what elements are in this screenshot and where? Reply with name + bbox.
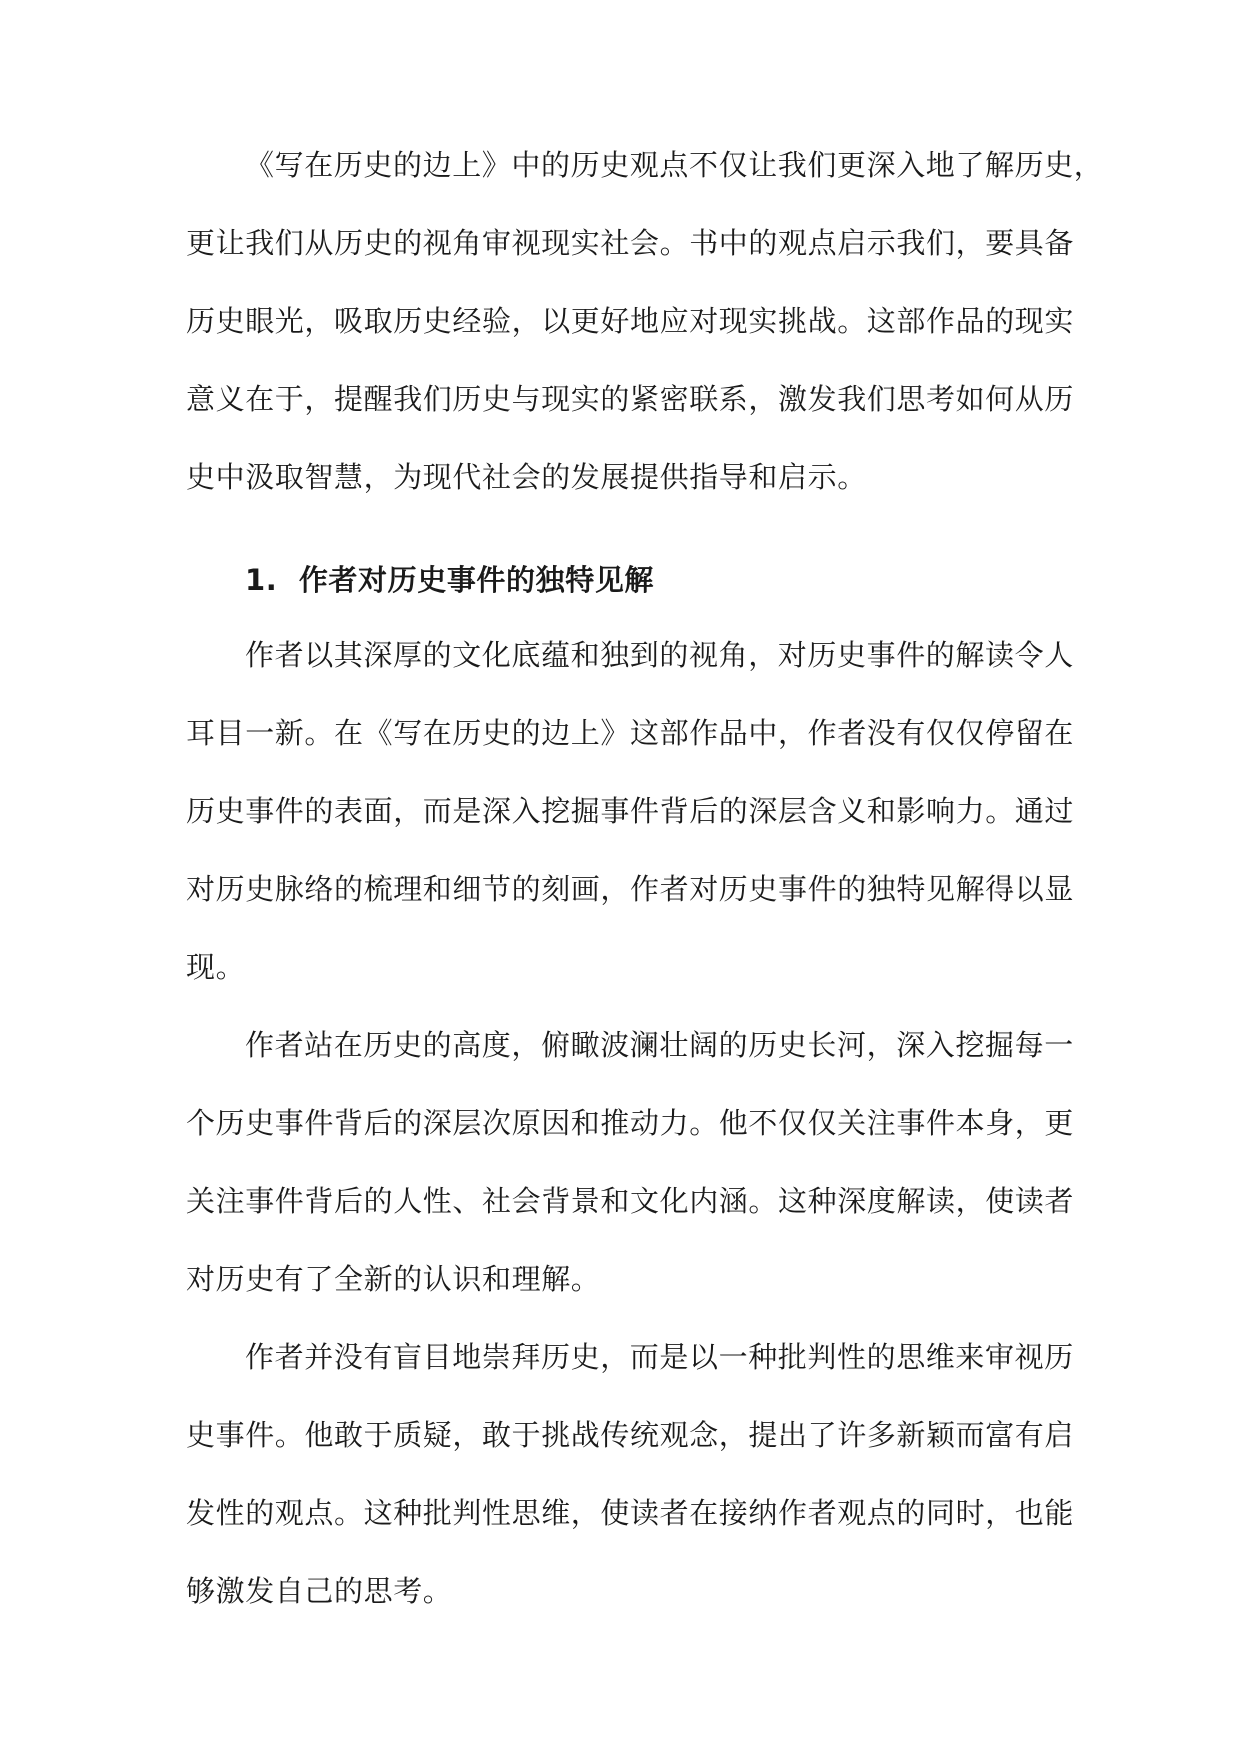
paragraph-2-line-2: 耳目一新。在《写在历史的边上》这部作品中，作者没有仅仅停留在 xyxy=(186,716,1075,750)
paragraph-1-line-2: 更让我们从历史的视角审视现实社会。书中的观点启示我们，要具备 xyxy=(186,226,1075,260)
paragraph-2-line-1: 作者以其深厚的文化底蕴和独到的视角，对历史事件的解读令人 xyxy=(245,638,1074,672)
section-heading xyxy=(245,560,654,600)
paragraph-4-line-3: 发性的观点。这种批判性思维，使读者在接纳作者观点的同时，也能 xyxy=(186,1496,1075,1530)
paragraph-1-line-5: 史中汲取智慧，为现代社会的发展提供指导和启示。 xyxy=(186,460,867,494)
paragraph-1-line-4: 意义在于，提醒我们历史与现实的紧密联系，激发我们思考如何从历 xyxy=(186,382,1075,416)
paragraph-4-line-2: 史事件。他敢于质疑，敢于挑战传统观念，提出了许多新颖而富有启 xyxy=(186,1418,1075,1452)
paragraph-2-line-5: 现。 xyxy=(186,950,246,984)
paragraph-4-line-4: 够激发自己的思考。 xyxy=(186,1574,453,1608)
paragraph-2-line-3: 历史事件的表面，而是深入挖掘事件背后的深层含义和影响力。通过 xyxy=(186,794,1075,828)
section-heading-text: 作者对历史事件的独特见解 xyxy=(298,563,655,597)
paragraph-3-line-4: 对历史有了全新的认识和理解。 xyxy=(186,1262,601,1296)
paragraph-2-line-4: 对历史脉络的梳理和细节的刻画，作者对历史事件的独特见解得以显 xyxy=(186,872,1075,906)
paragraph-4-line-1: 作者并没有盲目地崇拜历史，而是以一种批判性的思维来审视历 xyxy=(245,1340,1074,1374)
paragraph-3-line-3: 关注事件背后的人性、社会背景和文化内涵。这种深度解读，使读者 xyxy=(186,1184,1075,1218)
paragraph-1-line-1: 《写在历史的边上》中的历史观点不仅让我们更深入地了解历史， xyxy=(245,148,1104,182)
paragraph-1-line-3: 历史眼光，吸取历史经验，以更好地应对现实挑战。这部作品的现实 xyxy=(186,304,1075,338)
paragraph-3-line-2: 个历史事件背后的深层次原因和推动力。他不仅仅关注事件本身，更 xyxy=(186,1106,1075,1140)
section-heading-number: 1. xyxy=(245,563,278,597)
paragraph-3-line-1: 作者站在历史的高度，俯瞰波澜壮阔的历史长河，深入挖掘每一 xyxy=(245,1028,1074,1062)
